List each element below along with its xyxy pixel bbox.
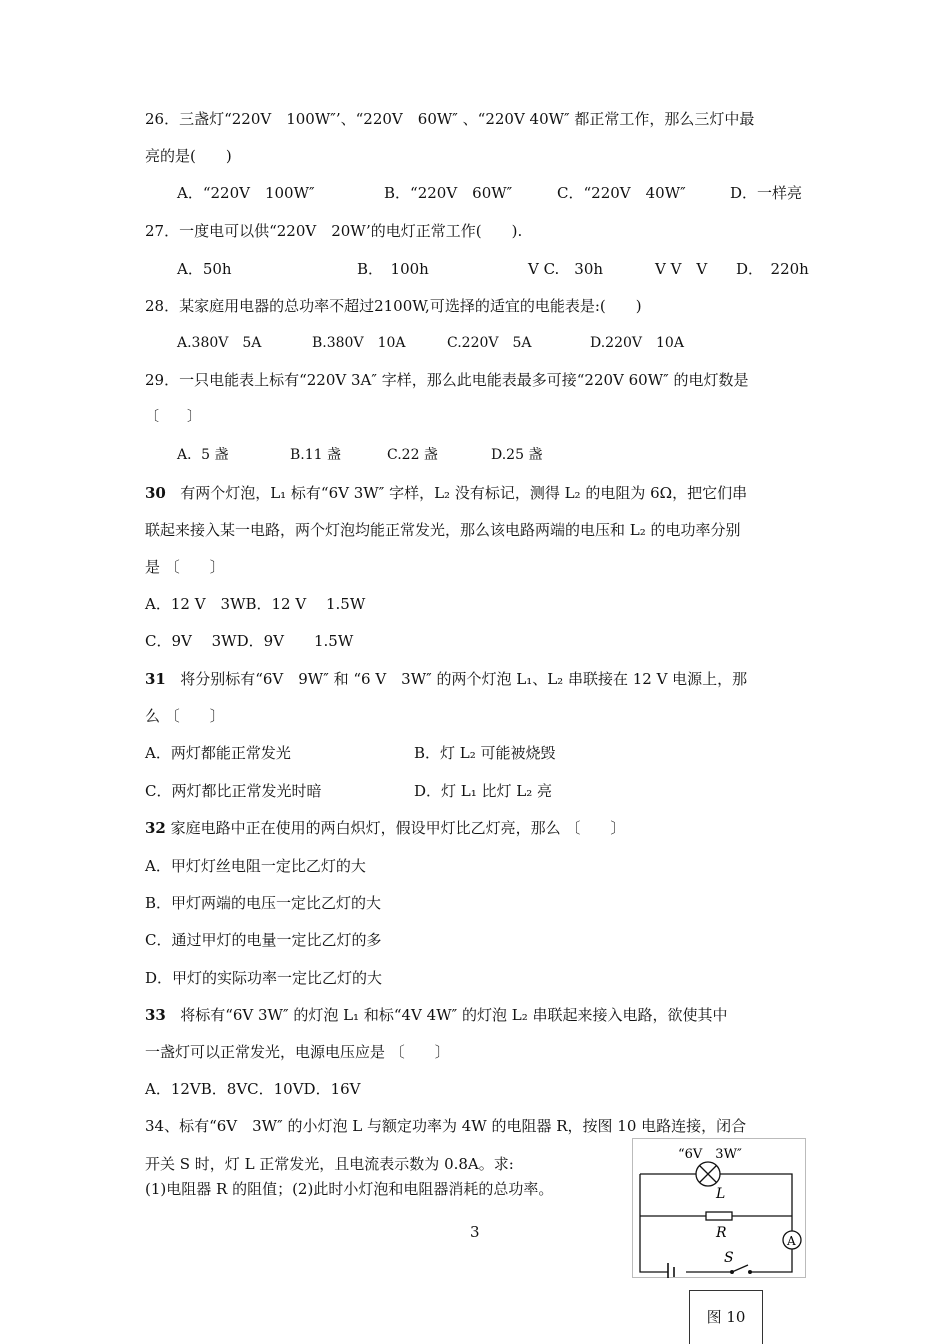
q29-option-a: A．5 盏 [177,447,229,463]
q31-stem-line2: 么 〔 〕 [145,707,225,725]
q32-option-d: D．甲灯的实际功率一定比乙灯的大 [145,969,383,987]
q30-options-ab: A．12 V 3WB．12 V 1.5W [145,595,366,613]
lamp-rating-label: “6V 3W″ [678,1147,742,1162]
resistor-R-label: R [716,1225,727,1241]
q28-option-c: C.220V 5A [447,335,532,351]
q30-text: 有两个灯泡，L₁ 标有“6V 3W″ 字样，L₂ 没有标记，测得 L₂ 的电阻为 6Ω，把它们串 [180,484,748,502]
q30-number: 30 [145,484,166,502]
figure-caption: 图 10 [689,1290,763,1344]
q29-stem-line1: 29．一只电能表上标有“220V 3A″ 字样，那么此电能表最多可接“220V 60W″ 的电灯数是 [145,371,749,389]
q32-stem [145,817,625,839]
q31-option-b: B．灯 L₂ 可能被烧毁 [414,744,556,762]
q32-option-c: C．通过甲灯的电量一定比乙灯的多 [145,931,382,949]
q33-stem-line1 [145,1004,728,1026]
q32-text: 家庭电路中正在使用的两白炽灯，假设甲灯比乙灯亮，那么 〔 〕 [170,819,626,837]
q28-stem: 28．某家庭用电器的总功率不超过2100W,可选择的适宜的电能表是:( ) [145,297,642,315]
q32-option-b: B．甲灯两端的电压一定比乙灯的大 [145,894,382,912]
switch-S-label: S [724,1250,734,1266]
q31-stem-line1 [145,668,747,690]
q27-option-b: B． 100h [357,260,429,278]
switch-contact-right [748,1270,752,1274]
q33-options: A．12VB．8VC．10VD．16V [145,1080,361,1098]
q28-option-d: D.220V 10A [590,335,684,351]
q34-stem-line2: 开关 S 时，灯 L 正常发光，且电流表示数为 0.8A。求: [145,1155,514,1173]
q34-stem-line3: (1)电阻器 R 的阻值；(2)此时小灯泡和电阻器消耗的总功率。 [145,1180,554,1198]
q31-option-c: C．两灯都比正常发光时暗 [145,782,322,800]
resistor-icon [706,1212,732,1220]
q29-option-c: C.22 盏 [387,447,438,463]
q32-option-a: A．甲灯灯丝电阻一定比乙灯的大 [145,857,366,875]
q26-stem-line2: 亮的是( ) [145,147,232,165]
q26-option-b: B．“220V 60W″ [384,184,513,202]
q29-stem-line2: 〔 〕 [145,409,201,425]
q27-option-d: D． 220h [736,260,809,278]
battery-icon [668,1263,674,1278]
q30-options-cd: C．9V 3WD．9V 1.5W [145,632,354,650]
switch-icon [732,1265,748,1272]
page-number: 3 [470,1223,480,1241]
q28-option-a: A.380V 5A [177,335,262,351]
q28-option-b: B.380V 10A [312,335,406,351]
q26-stem-line1: 26．三盏灯“220V 100W″’、“220V 60W″ 、“220V 40W″ 都正常工作，那么三灯中最 [145,110,755,128]
q26-option-c: C．“220V 40W″ [557,184,686,202]
q27-option-c: V C. 30h [528,260,604,278]
q31-option-a: A．两灯都能正常发光 [145,744,291,762]
q27-stray-text: V V V [655,260,708,278]
q34-stem-line1: 34、标有“6V 3W″ 的小灯泡 L 与额定功率为 4W 的电阻器 R，按图 10 电路连接，闭合 [145,1117,747,1135]
q29-option-b: B.11 盏 [290,447,342,463]
q31-text: 将分别标有“6V 9W″ 和 “6 V 3W″ 的两个灯泡 L₁、L₂ 串联接在 12 V 电源上，那 [180,670,748,688]
switch-contact-left [730,1270,734,1274]
q26-option-a: A．“220V 100W″ [177,184,315,202]
q26-option-d: D．一样亮 [730,184,803,202]
q29-option-d: D.25 盏 [491,447,543,463]
q31-number: 31 [145,670,166,688]
q27-option-a: A．50h [177,260,232,278]
q30-stem-line3: 是 〔 〕 [145,558,225,576]
ammeter-A-label: A [787,1234,796,1248]
q33-number: 33 [145,1006,166,1024]
lamp-L-label: L [716,1186,726,1202]
q33-stem-line2: 一盏灯可以正常发光，电源电压应是 〔 〕 [145,1043,450,1061]
q32-number: 32 [145,819,166,837]
q27-stem: 27．一度电可以供“220V 20W’的电灯正常工作( ). [145,222,523,240]
lamp-cross [700,1166,717,1183]
q31-option-d: D．灯 L₁ 比灯 L₂ 亮 [414,782,553,800]
q30-stem-line2: 联起来接入某一电路，两个灯泡均能正常发光，那么该电路两端的电压和 L₂ 的电功率分别 [145,521,741,539]
q30-stem-line1 [145,482,747,504]
circuit-diagram [632,1138,806,1278]
q33-text: 将标有“6V 3W″ 的灯泡 L₁ 和标“4V 4W″ 的灯泡 L₂ 串联起来接入电路，欲使其中 [180,1006,728,1024]
